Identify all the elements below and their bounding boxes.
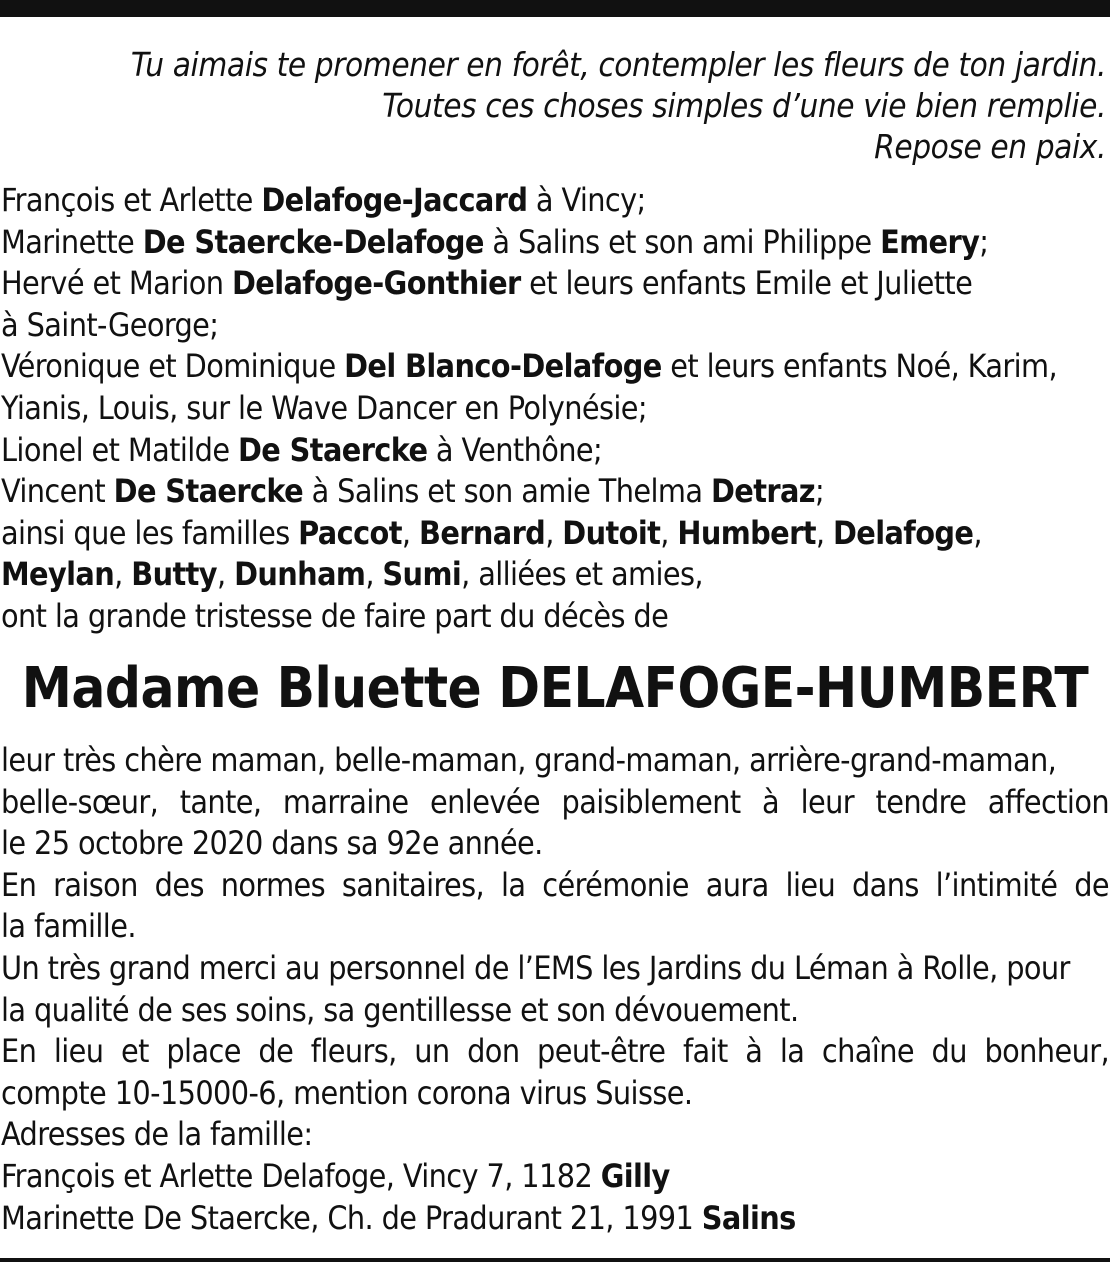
- text: ,: [114, 555, 132, 594]
- family-line-10: [1, 554, 1109, 596]
- text: à Saint-George;: [1, 305, 219, 344]
- family-line-11: [1, 596, 1109, 638]
- text: ,: [216, 555, 235, 594]
- family-line-5: [1, 346, 1109, 388]
- locality: Gilly: [600, 1156, 670, 1195]
- surname: Meylan: [1, 555, 115, 594]
- family-line-6: [1, 388, 1109, 430]
- text: Vincent: [1, 472, 114, 511]
- text: et leurs enfants Emile et Juliette: [520, 264, 973, 303]
- body-line-9: compte 10-15000-6, mention corona virus Suisse.: [1, 1073, 693, 1112]
- surname: Delafoge-Jaccard: [261, 181, 528, 219]
- deceased-name: Madame Bluette DELAFOGE-HUMBERT: [21, 656, 1089, 721]
- surname: De Staercke: [238, 430, 428, 469]
- family-line-7: [1, 430, 1109, 472]
- text: à Vincy;: [527, 181, 646, 219]
- text: ,: [973, 513, 982, 552]
- text: ainsi que les familles: [1, 513, 299, 552]
- text: François et Arlette Delafoge, Vincy 7, 1182: [1, 1156, 601, 1195]
- poem-line-1: Tu aimais te promener en forêt, contempler les fleurs de ton jardin.: [130, 45, 1106, 84]
- text: Véronique et Dominique: [1, 347, 345, 386]
- family-list: [1, 180, 1109, 638]
- surname: Butty: [131, 555, 217, 594]
- surname: Dunham: [234, 555, 366, 594]
- bottom-rule: [0, 1258, 1110, 1262]
- text: ,: [545, 513, 563, 552]
- surname: Humbert: [677, 513, 816, 552]
- family-line-1: [1, 180, 1109, 222]
- text: Marinette: [1, 222, 143, 261]
- family-line-8: [1, 471, 1109, 513]
- body-line-5: la famille.: [1, 907, 136, 946]
- announcement-body: [1, 740, 1109, 1239]
- body-line-4: En raison des normes sanitaires, la cérémonie aura lieu dans l’intimité de: [1, 865, 1109, 904]
- body-line-1: leur très chère maman, belle-maman, grand-maman, arrière-grand-maman,: [1, 741, 1057, 779]
- family-line-4: [1, 305, 1109, 347]
- surname: Delafoge: [832, 513, 974, 552]
- family-line-9: [1, 513, 1109, 555]
- body-line-8: En lieu et place de fleurs, un don peut-être fait à la chaîne du bonheur,: [1, 1032, 1109, 1071]
- text: Yianis, Louis, sur le Wave Dancer en Polynésie;: [1, 388, 647, 427]
- body-line-7: la qualité de ses soins, sa gentillesse et son dévouement.: [1, 990, 799, 1029]
- surname: Dutoit: [562, 513, 661, 552]
- epitaph-poem: [6, 44, 1106, 167]
- text: à Salins et son ami Philippe: [483, 222, 881, 261]
- text: Marinette De Staercke, Ch. de Pradurant 21, 1991: [1, 1198, 702, 1237]
- text: , alliées et amies,: [461, 555, 703, 594]
- address-line-1: [1, 1156, 1109, 1198]
- body-line-10: Adresses de la famille:: [1, 1115, 313, 1154]
- text: Hervé et Marion: [1, 264, 232, 303]
- body-line-2: belle-sœur, tante, marraine enlevée paisiblement à leur tendre affection: [1, 782, 1109, 821]
- text: ont la grande tristesse de faire part du décès de: [1, 596, 669, 635]
- body-line-6: Un très grand merci au personnel de l’EMS les Jardins du Léman à Rolle, pour: [1, 948, 1070, 987]
- poem-line-2: Toutes ces choses simples d’une vie bien remplie.: [382, 86, 1106, 125]
- text: à Salins et son amie Thelma: [303, 472, 711, 511]
- surname: Delafoge-Gonthier: [231, 264, 521, 303]
- locality: Salins: [701, 1198, 796, 1237]
- text: François et Arlette: [1, 181, 262, 219]
- text: ,: [815, 513, 833, 552]
- surname: Bernard: [418, 513, 546, 552]
- text: ,: [401, 513, 419, 552]
- top-rule: [0, 0, 1110, 17]
- text: et leurs enfants Noé, Karim,: [661, 347, 1058, 386]
- surname: Detraz: [710, 472, 815, 511]
- family-line-3: [1, 263, 1109, 305]
- text: ,: [365, 555, 383, 594]
- address-line-2: [1, 1198, 1109, 1240]
- surname: De Staercke: [113, 472, 304, 511]
- text: ;: [814, 472, 825, 511]
- surname: Del Blanco-Delafoge: [344, 347, 662, 386]
- text: à Venthône;: [427, 430, 603, 469]
- family-line-2: [1, 222, 1109, 264]
- poem-line-3: Repose en paix.: [874, 127, 1106, 166]
- surname: Emery: [880, 222, 980, 261]
- text: ;: [979, 222, 989, 261]
- surname: Sumi: [382, 555, 462, 594]
- surname: Paccot: [298, 513, 402, 552]
- text: ,: [660, 513, 678, 552]
- body-line-3: le 25 octobre 2020 dans sa 92e année.: [1, 824, 543, 863]
- text: Lionel et Matilde: [1, 430, 238, 469]
- surname: De Staercke-Delafoge: [142, 222, 484, 261]
